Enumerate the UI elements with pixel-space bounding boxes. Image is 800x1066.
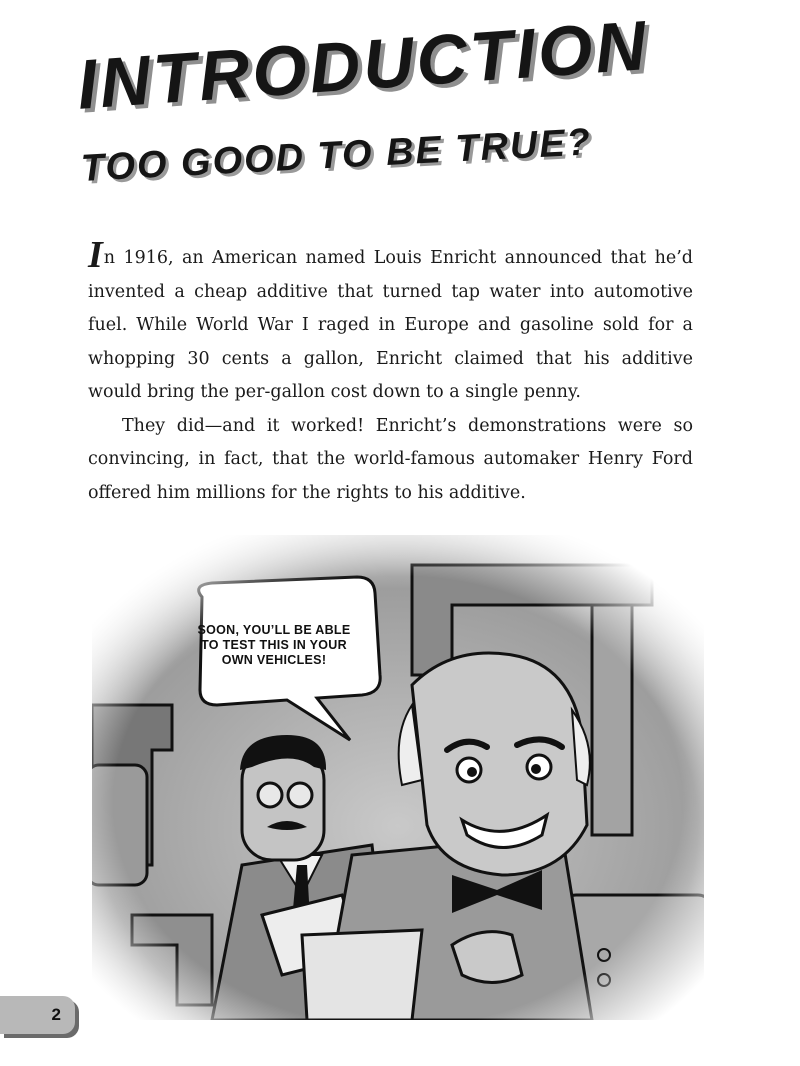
body-text (88, 234, 693, 510)
paragraph-1-text: n 1916, an American named Louis Enricht announced that he’d invented a cheap additive that turned tap water into automotive fuel. While World War I raged in Europe and gasoline sold for a whopping 30 cents a gallon, Enricht claimed that his additive would bring the per-gallon cost down to a single penny. (88, 248, 693, 402)
chapter-title: INTRODUCTION (74, 6, 652, 124)
vignette-fade (92, 535, 704, 1020)
speech-balloon-text (184, 623, 364, 668)
drop-cap: I (88, 234, 103, 276)
speech-line-2: TO TEST THIS IN YOUR (201, 638, 347, 652)
paragraph-2: They did—and it worked! Enricht’s demonstrations were so convincing, in fact, that the world-famous automaker Henry Ford offered him millions for the rights to his additive. (88, 415, 693, 503)
paragraph-1 (88, 234, 693, 410)
page-number-tab (0, 996, 75, 1034)
page-number: 2 (51, 1005, 61, 1024)
chapter-subtitle: TOO GOOD TO BE TRUE? (79, 121, 593, 190)
speech-line-1: SOON, YOU’LL BE ABLE (197, 623, 351, 637)
comic-illustration (92, 535, 704, 1020)
speech-line-3: OWN VEHICLES! (221, 653, 327, 667)
